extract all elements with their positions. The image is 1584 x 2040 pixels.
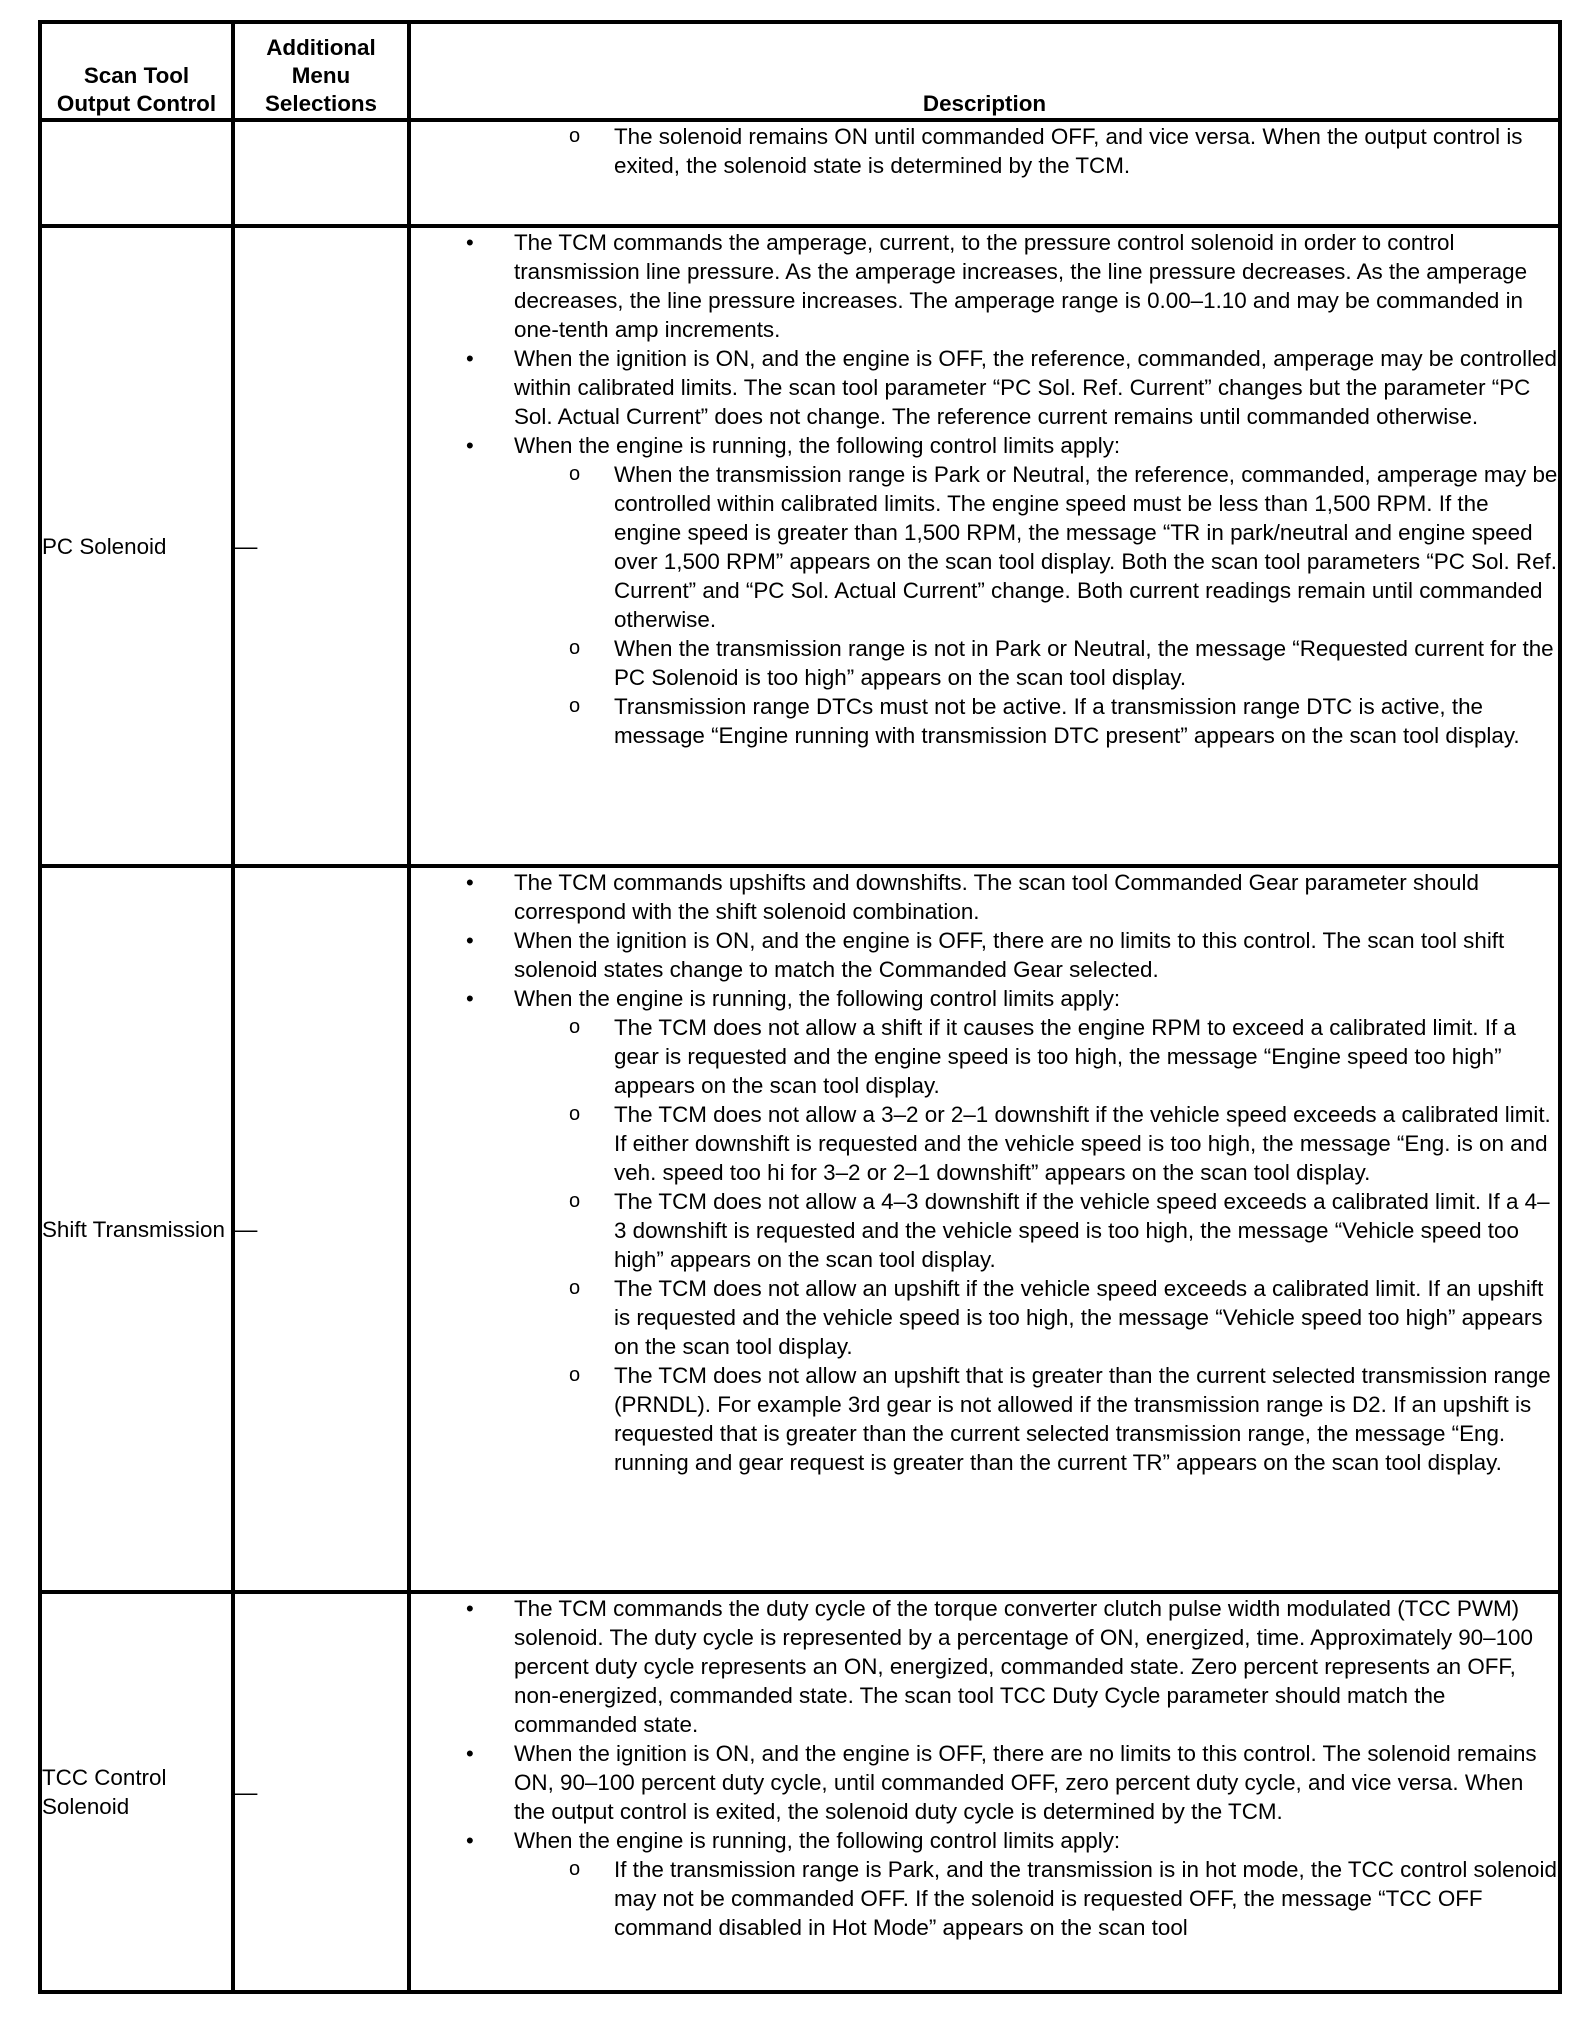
bullet-item [411, 1739, 1558, 1826]
sub-bullet-item: o The TCM does not allow a 4–3 downshift if the vehicle speed exceeds a calibrated limit. If a 4–3 downshift is requested and the vehicle speed is too high, the message “Vehicle speed too high” appears on the scan tool display. [514, 1187, 1558, 1274]
sub-bullet-item: o If the transmission range is Park, and the transmission is in hot mode, the TCC control solenoid may not be commanded OFF. If the solenoid is requested OFF, the message “TCC OFF command disabled in Hot Mode” appears on the scan tool [514, 1855, 1558, 1942]
row-description [409, 866, 1560, 1592]
sub-bullet-item: o The TCM does not allow an upshift that is greater than the current selected transmission range (PRNDL). For example 3rd gear is not allowed if the transmission range is D2. If an upshift is requested that is greater than the current selected transmission range, the message “Eng. running and gear request is greater than the current TR” appears on the scan tool display. [514, 1361, 1558, 1477]
header-additional-menu-selections [233, 22, 409, 120]
bullet-item [411, 984, 1558, 1477]
row-description [409, 1592, 1560, 1992]
row-selection: — [233, 866, 409, 1592]
table-row [40, 1592, 1560, 1992]
sub-bullet-item: o Transmission range DTCs must not be active. If a transmission range DTC is active, the message “Engine running with transmission DTC present” appears on the scan tool display. [514, 692, 1558, 750]
header-text: Additional [266, 35, 376, 60]
sub-bullet-item: o When the transmission range is Park or Neutral, the reference, commanded, amperage may be controlled within calibrated limits. The engine speed must be less than 1,500 RPM. If the engine speed is greater than 1,500 RPM, the message “TR in park/neutral and engine speed over 1,500 RPM” appears on the scan tool display. Both the scan tool parameters “PC Sol. Ref. Current” and “PC Sol. Actual Current” change. Both current readings remain until commanded otherwise. [514, 460, 1558, 634]
table-row [40, 120, 1560, 226]
header-text: Description [922, 91, 1047, 116]
bullet-text: When the engine is running, the following control limits apply: [514, 986, 1121, 1011]
sub-bullet-item: o When the transmission range is not in Park or Neutral, the message “Requested current for the PC Solenoid is too high” appears on the scan tool display. [514, 634, 1558, 692]
sub-bullet-item: o The TCM does not allow an upshift if the vehicle speed exceeds a calibrated limit. If an upshift is requested and the vehicle speed is too high, the message “Vehicle speed too high” appears on the scan tool display. [514, 1274, 1558, 1361]
row-selection: — [233, 226, 409, 866]
header-text: Scan Tool [83, 63, 190, 88]
bullet-text: The TCM commands the amperage, current, to the pressure control solenoid in order to control transmission line pressure. As the amperage increases, the line pressure decreases. As the amperage decreases, the line pressure increases. The amperage range is 0.00–1.10 and may be commanded in one-tenth amp increments. [514, 230, 1528, 342]
row-label: Shift Transmission [40, 866, 233, 1592]
bullet-text: When the engine is running, the following control limits apply: [514, 1828, 1121, 1853]
table-row [40, 866, 1560, 1592]
row-label: PC Solenoid [40, 226, 233, 866]
sub-bullet-item: o The TCM does not allow a 3–2 or 2–1 downshift if the vehicle speed exceeds a calibrated limit. If either downshift is requested and the vehicle speed is too high, the message “Eng. is on and veh. speed too hi for 3–2 or 2–1 downshift” appears on the scan tool display. [514, 1100, 1558, 1187]
output-control-table [38, 20, 1562, 1994]
row-description [409, 226, 1560, 866]
bullet-text: When the ignition is ON, and the engine is OFF, there are no limits to this control. The scan tool shift solenoid states change to match the Commanded Gear selected. [514, 928, 1505, 982]
header-text: Selections [265, 91, 377, 116]
row-label: TCC Control Solenoid [40, 1592, 233, 1992]
bullet-item [411, 228, 1558, 344]
bullet-item [411, 431, 1558, 750]
bullet-text: The TCM commands the duty cycle of the torque converter clutch pulse width modulated (TCC PWM) solenoid. The duty cycle is represented by a percentage of ON, energized, time. Approximately 90–100 percent duty cycle represents an ON, energized, commanded state. Zero percent represents an OFF, non-energized, commanded state. The scan tool TCC Duty Cycle parameter should match the commanded state. [514, 1596, 1533, 1737]
bullet-item [411, 868, 1558, 926]
row-selection: — [233, 1592, 409, 1992]
row-selection [233, 120, 409, 226]
bullet-text: When the ignition is ON, and the engine is OFF, the reference, commanded, amperage may be controlled within calibrated limits. The scan tool parameter “PC Sol. Ref. Current” changes but the parameter “PC Sol. Actual Current” does not change. The reference current remains until commanded otherwise. [514, 346, 1557, 429]
table-row [40, 226, 1560, 866]
bullet-item [411, 1594, 1558, 1739]
row-label [40, 120, 233, 226]
bullet-item [411, 344, 1558, 431]
header-text: Output Control [56, 91, 217, 116]
bullet-text: The TCM commands upshifts and downshifts. The scan tool Commanded Gear parameter should correspond with the shift solenoid combination. [514, 870, 1479, 924]
sub-bullet-item: o The solenoid remains ON until commanded OFF, and vice versa. When the output control is exited, the solenoid state is determined by the TCM. [411, 122, 1558, 180]
row-description [409, 120, 1560, 226]
header-row [40, 22, 1560, 120]
header-scan-tool-output-control [40, 22, 233, 120]
bullet-text: When the ignition is ON, and the engine is OFF, there are no limits to this control. The solenoid remains ON, 90–100 percent duty cycle, until commanded OFF, zero percent duty cycle, and vice versa. When the output control is exited, the solenoid duty cycle is determined by the TCM. [514, 1741, 1537, 1824]
header-description [409, 22, 1560, 120]
bullet-text: When the engine is running, the following control limits apply: [514, 433, 1121, 458]
bullet-item [411, 1826, 1558, 1942]
sub-bullet-item: o The TCM does not allow a shift if it causes the engine RPM to exceed a calibrated limit. If a gear is requested and the engine speed is too high, the message “Engine speed too high” appears on the scan tool display. [514, 1013, 1558, 1100]
header-text: Menu [291, 63, 351, 88]
bullet-item [411, 926, 1558, 984]
